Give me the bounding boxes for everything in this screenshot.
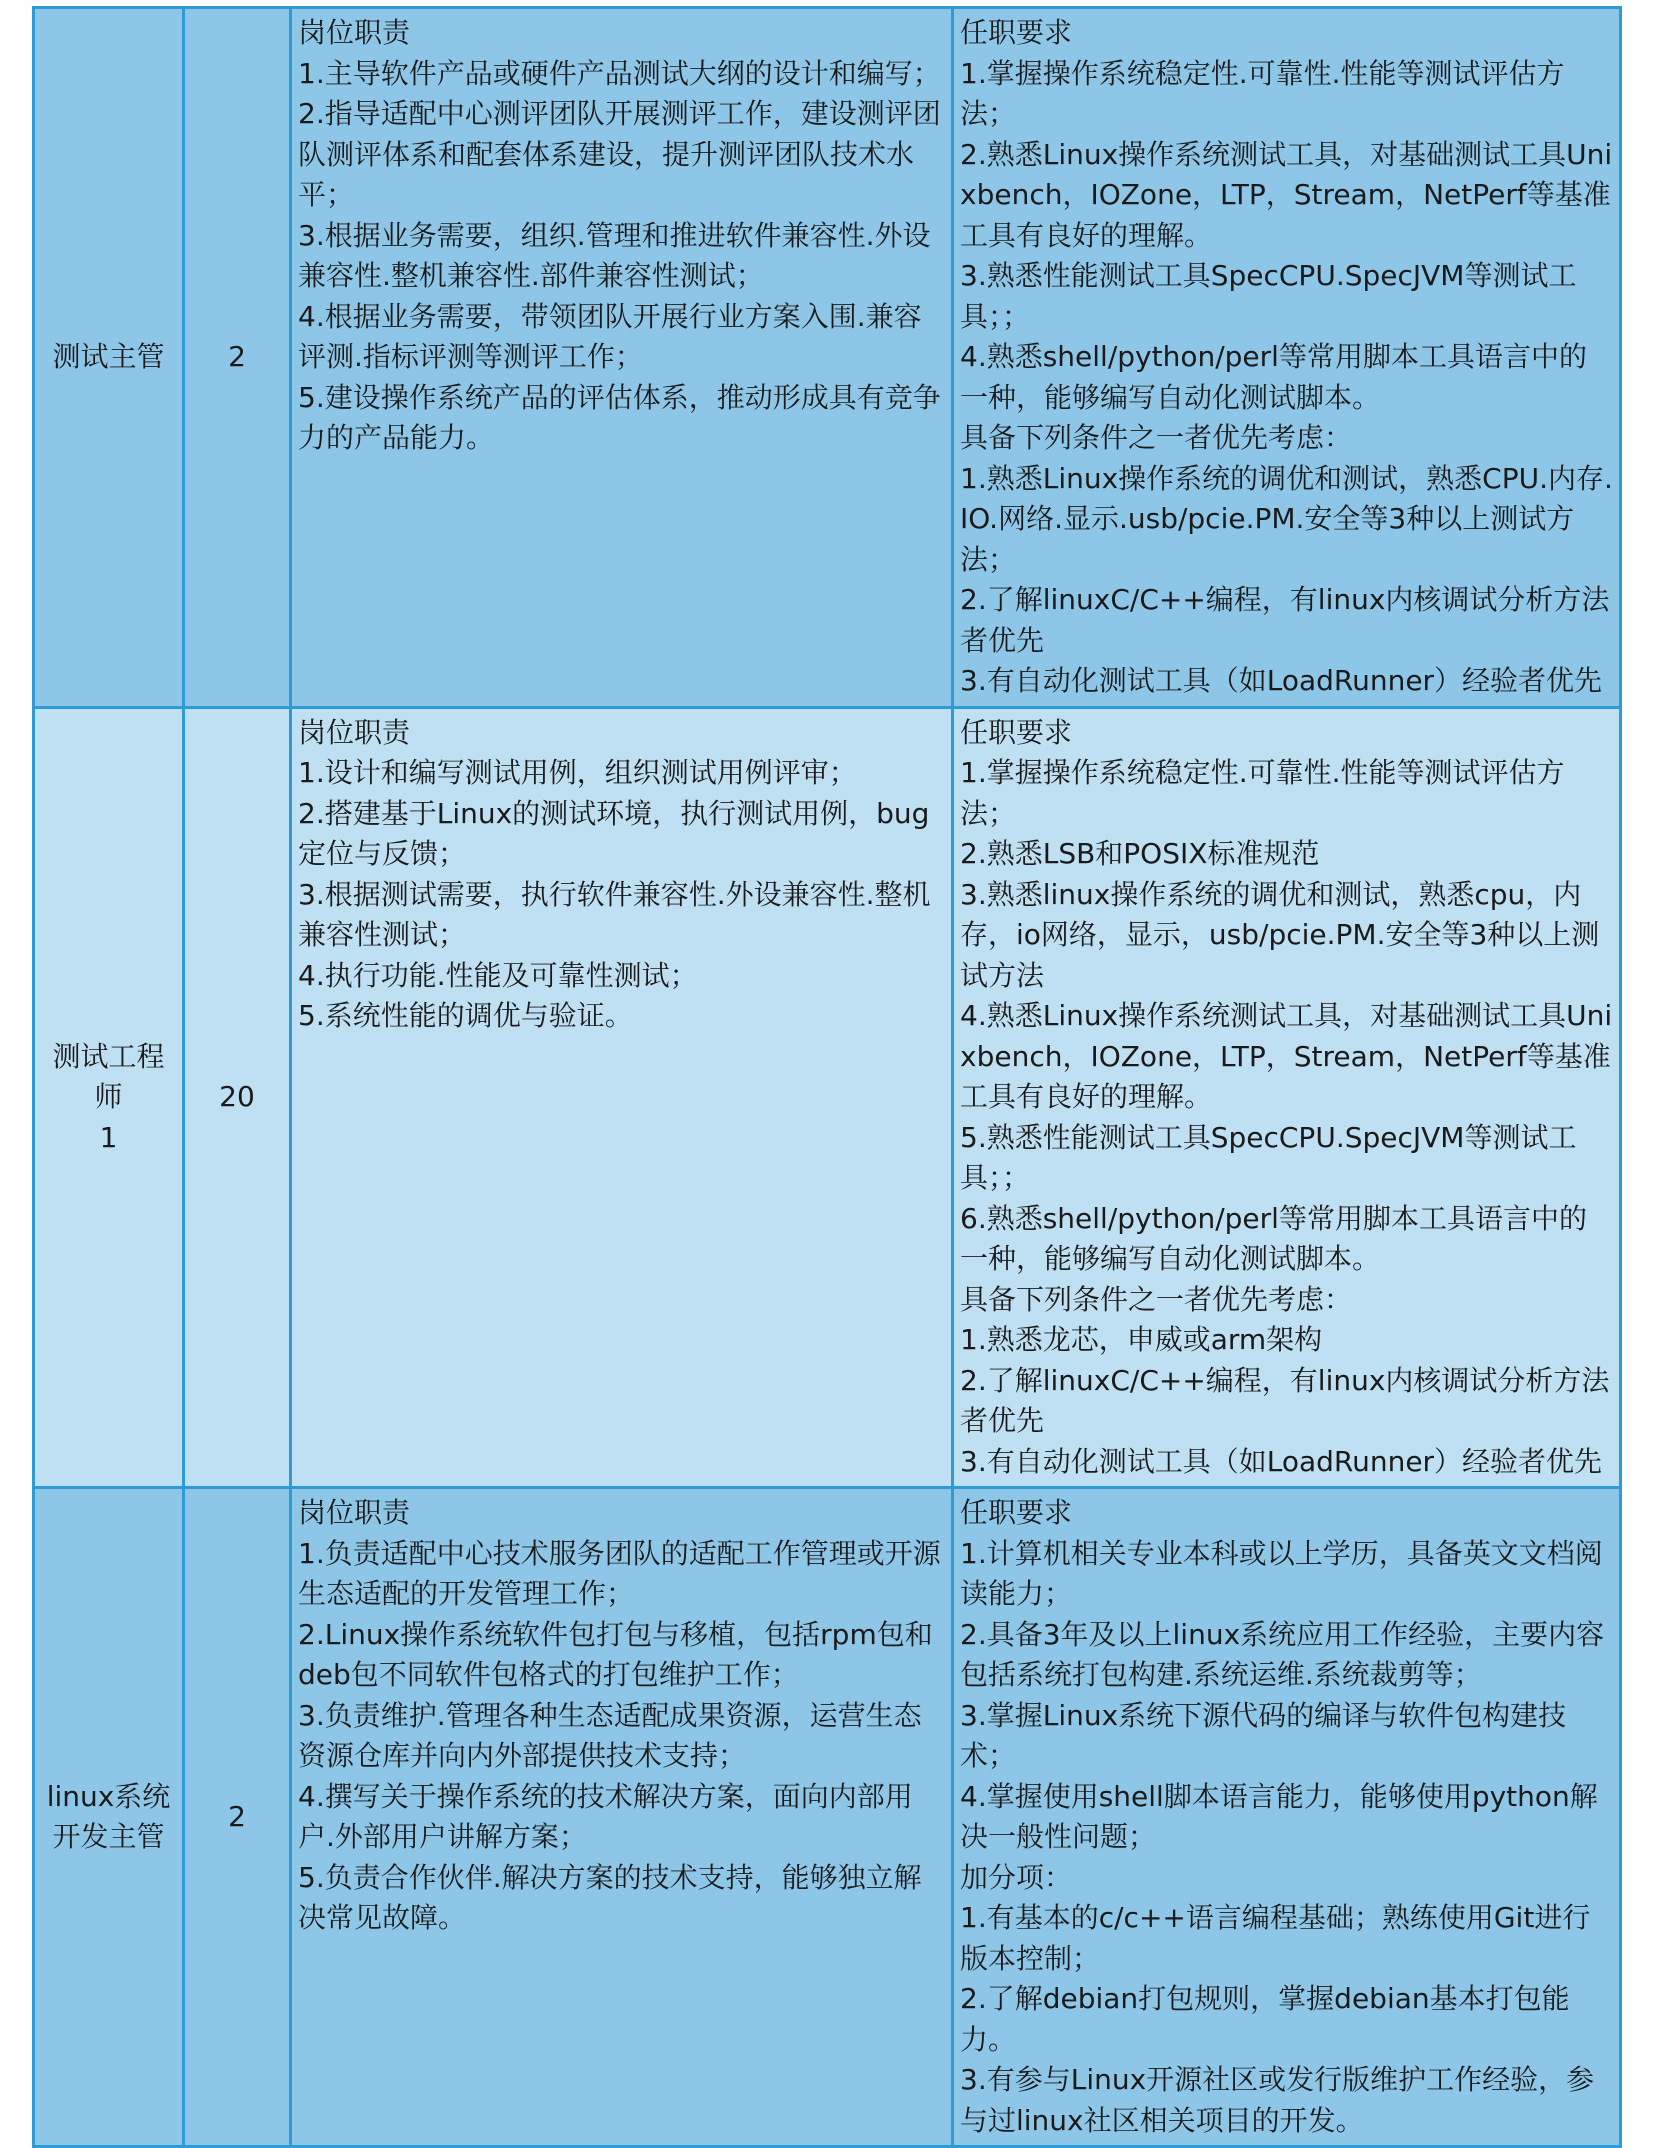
job-title-line: 1: [99, 1120, 118, 1154]
requirement-item: 4.熟悉shell/python/perl等常用脚本工具语言中的一种，能够编写自动化测试脚本。: [960, 340, 1587, 414]
preferred-item: 3.有自动化测试工具（如LoadRunner）经验者优先: [960, 1444, 1603, 1478]
requirement-item: 6.熟悉shell/python/perl等常用脚本工具语言中的一种，能够编写自动化测试脚本。: [960, 1201, 1587, 1275]
bonus-item: 1.有基本的c/c++语言编程基础；熟练使用Git进行版本控制；: [960, 1901, 1591, 1975]
requirements-cell: [953, 8, 1621, 708]
job-title-line: 测试主管: [52, 340, 165, 373]
preferred-heading: 具备下列条件之一者优先考虑：: [960, 1282, 1353, 1316]
job-table: [32, 6, 1622, 2148]
requirement-item: 1.计算机相关专业本科或以上学历，具备英文文档阅读能力；: [960, 1536, 1603, 1610]
job-title-line: 测试工程师: [52, 1039, 165, 1113]
duty-item: 1.设计和编写测试用例，组织测试用例评审；: [298, 756, 857, 789]
duty-item: 4.根据业务需要，带领团队开展行业方案入围.兼容评测.指标评测等测评工作；: [298, 299, 922, 373]
requirement-item: 2.具备3年及以上linux系统应用工作经验，主要内容包括系统打包构建.系统运维.系统裁剪等；: [960, 1617, 1605, 1691]
job-title-line: linux系统: [46, 1779, 171, 1813]
duty-item: 4.执行功能.性能及可靠性测试；: [298, 958, 698, 992]
preferred-item: 2.了解linuxC/C++编程，有linux内核调试分析方法者优先: [960, 583, 1610, 657]
duty-item: 5.负责合作伙伴.解决方案的技术支持，能够独立解决常见故障。: [298, 1860, 922, 1934]
requirements-heading: 任职要求: [960, 16, 1073, 49]
requirement-item: 1.掌握操作系统稳定性.可靠性.性能等测试评估方法；: [960, 756, 1565, 830]
duty-item: 5.系统性能的调优与验证。: [298, 999, 633, 1032]
requirement-item: 3.熟悉性能测试工具SpecCPU.SpecJVM等测试工具；；: [960, 259, 1577, 333]
duty-item: 1.主导软件产品或硬件产品测试大纲的设计和编写；: [298, 56, 941, 90]
job-title-cell: [34, 8, 184, 708]
duties-heading: 岗位职责: [298, 16, 411, 49]
job-title-line: 开发主管: [52, 1820, 165, 1853]
job-title-cell: [34, 707, 184, 1488]
requirement-item: 2.熟悉Linux操作系统测试工具，对基础测试工具Unixbench，IOZone，LTP，Stream，NetPerf等基准工具有良好的理解。: [960, 137, 1613, 252]
preferred-item: 1.熟悉Linux操作系统的调优和测试，熟悉CPU.内存.IO.网络.显示.usb/pcie.PM.安全等3种以上测试方法；: [960, 461, 1613, 576]
requirement-item: 1.掌握操作系统稳定性.可靠性.性能等测试评估方法；: [960, 56, 1565, 130]
preferred-heading: 具备下列条件之一者优先考虑：: [960, 421, 1353, 454]
duties-heading: 岗位职责: [298, 715, 411, 749]
duty-item: 2.Linux操作系统软件包打包与移植，包括rpm包和deb包不同软件包格式的打包维护工作；: [298, 1617, 933, 1691]
duties-cell: [291, 707, 953, 1488]
requirement-item: 5.熟悉性能测试工具SpecCPU.SpecJVM等测试工具；；: [960, 1120, 1577, 1194]
duty-item: 3.负责维护.管理各种生态适配成果资源，运营生态资源仓库并向内外部提供技术支持；: [298, 1698, 922, 1772]
duty-item: 2.指导适配中心测评团队开展测评工作，建设测评团队测评体系和配套体系建设，提升测评团队技术水平；: [298, 97, 941, 211]
requirement-item: 3.熟悉linux操作系统的调优和测试，熟悉cpu，内存，io网络，显示，usb/pcie.PM.安全等3种以上测试方法: [960, 877, 1600, 992]
requirements-heading: 任职要求: [960, 715, 1073, 749]
headcount-cell: 2: [184, 8, 291, 708]
preferred-item: 3.有自动化测试工具（如LoadRunner）经验者优先: [960, 664, 1603, 697]
duties-heading: 岗位职责: [298, 1496, 411, 1529]
duties-cell: [291, 8, 953, 708]
headcount-cell: 20: [184, 707, 291, 1488]
headcount-cell: 2: [184, 1488, 291, 2147]
requirements-heading: 任职要求: [960, 1496, 1073, 1529]
requirement-item: 4.掌握使用shell脚本语言能力，能够使用python解决一般性问题；: [960, 1779, 1598, 1853]
requirement-item: 4.熟悉Linux操作系统测试工具，对基础测试工具Unixbench，IOZone，LTP，Stream，NetPerf等基准工具有良好的理解。: [960, 999, 1613, 1113]
table-row: [34, 707, 1621, 1488]
duty-item: 1.负责适配中心技术服务团队的适配工作管理或开源生态适配的开发管理工作；: [298, 1536, 941, 1610]
bonus-heading: 加分项：: [960, 1860, 1073, 1894]
table-row: [34, 1488, 1621, 2147]
duties-cell: [291, 1488, 953, 2147]
preferred-item: 1.熟悉龙芯，申威或arm架构: [960, 1323, 1323, 1356]
requirement-item: 3.掌握Linux系统下源代码的编译与软件包构建技术；: [960, 1698, 1567, 1772]
duty-item: 3.根据业务需要，组织.管理和推进软件兼容性.外设兼容性.整机兼容性.部件兼容性测试；: [298, 218, 931, 292]
preferred-item: 2.了解linuxC/C++编程，有linux内核调试分析方法者优先: [960, 1363, 1610, 1437]
duty-item: 5.建设操作系统产品的评估体系，推动形成具有竞争力的产品能力。: [298, 380, 941, 454]
requirement-item: 2.熟悉LSB和POSIX标准规范: [960, 837, 1320, 870]
duty-item: 2.搭建基于Linux的测试环境，执行测试用例，bug定位与反馈；: [298, 796, 930, 870]
requirements-cell: [953, 707, 1621, 1488]
job-title-cell: [34, 1488, 184, 2147]
bonus-item: 3.有参与Linux开源社区或发行版维护工作经验，参与过linux社区相关项目的开发。: [960, 2063, 1595, 2137]
duty-item: 3.根据测试需要，执行软件兼容性.外设兼容性.整机兼容性测试；: [298, 877, 931, 951]
duty-item: 4.撰写关于操作系统的技术解决方案，面向内部用户.外部用户讲解方案；: [298, 1779, 913, 1853]
table-row: [34, 8, 1621, 708]
bonus-item: 2.了解debian打包规则，掌握debian基本打包能力。: [960, 1982, 1570, 2056]
requirements-cell: [953, 1488, 1621, 2147]
